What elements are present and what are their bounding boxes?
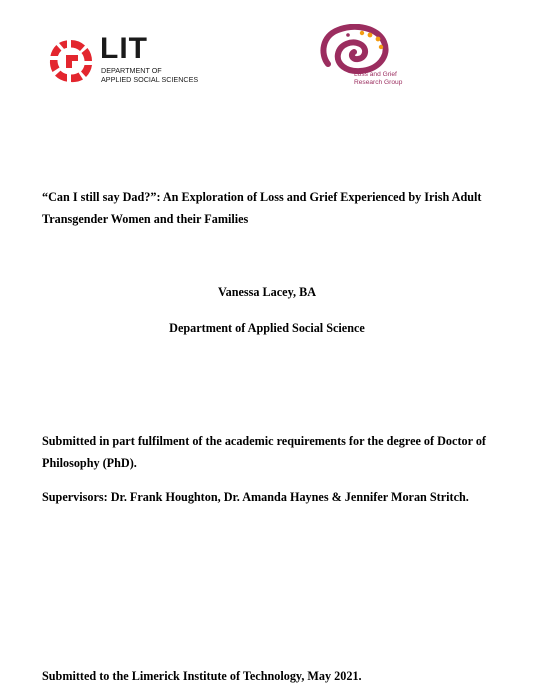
loss-grief-line-2: Research Group [354,78,403,86]
submission-statement: Submitted in part fulfilment of the academic requirements for the degree of Doctor of Philosophy (PhD). [42,434,486,470]
lit-department-label [101,67,198,84]
lit-department-line-1: DEPARTMENT OF [101,66,162,75]
lit-logo [48,32,199,88]
author-name: Vanessa Lacey, BA [217,285,317,299]
spiral-logo-icon [318,24,392,76]
supervisors-line: Supervisors: Dr. Frank Houghton, Dr. Amanda Haynes & Jennifer Moran Stritch. [42,490,469,504]
loss-grief-line-1: Loss and Grief [354,71,397,78]
lit-logo-mark-icon [48,38,94,84]
thesis-title: “Can I still say Dad?”: An Exploration of Loss and Grief Experienced by Irish Adult Transgender Women and their Families [42,190,482,226]
loss-grief-logo [318,24,428,90]
loss-grief-label [354,71,402,86]
lit-department-line-2: APPLIED SOCIAL SCIENCES [101,74,199,84]
lit-wordmark: LIT [100,32,148,65]
department-name: Department of Applied Social Science [169,321,365,335]
submitted-to-line: Submitted to the Limerick Institute of Technology, May 2021. [42,669,362,683]
